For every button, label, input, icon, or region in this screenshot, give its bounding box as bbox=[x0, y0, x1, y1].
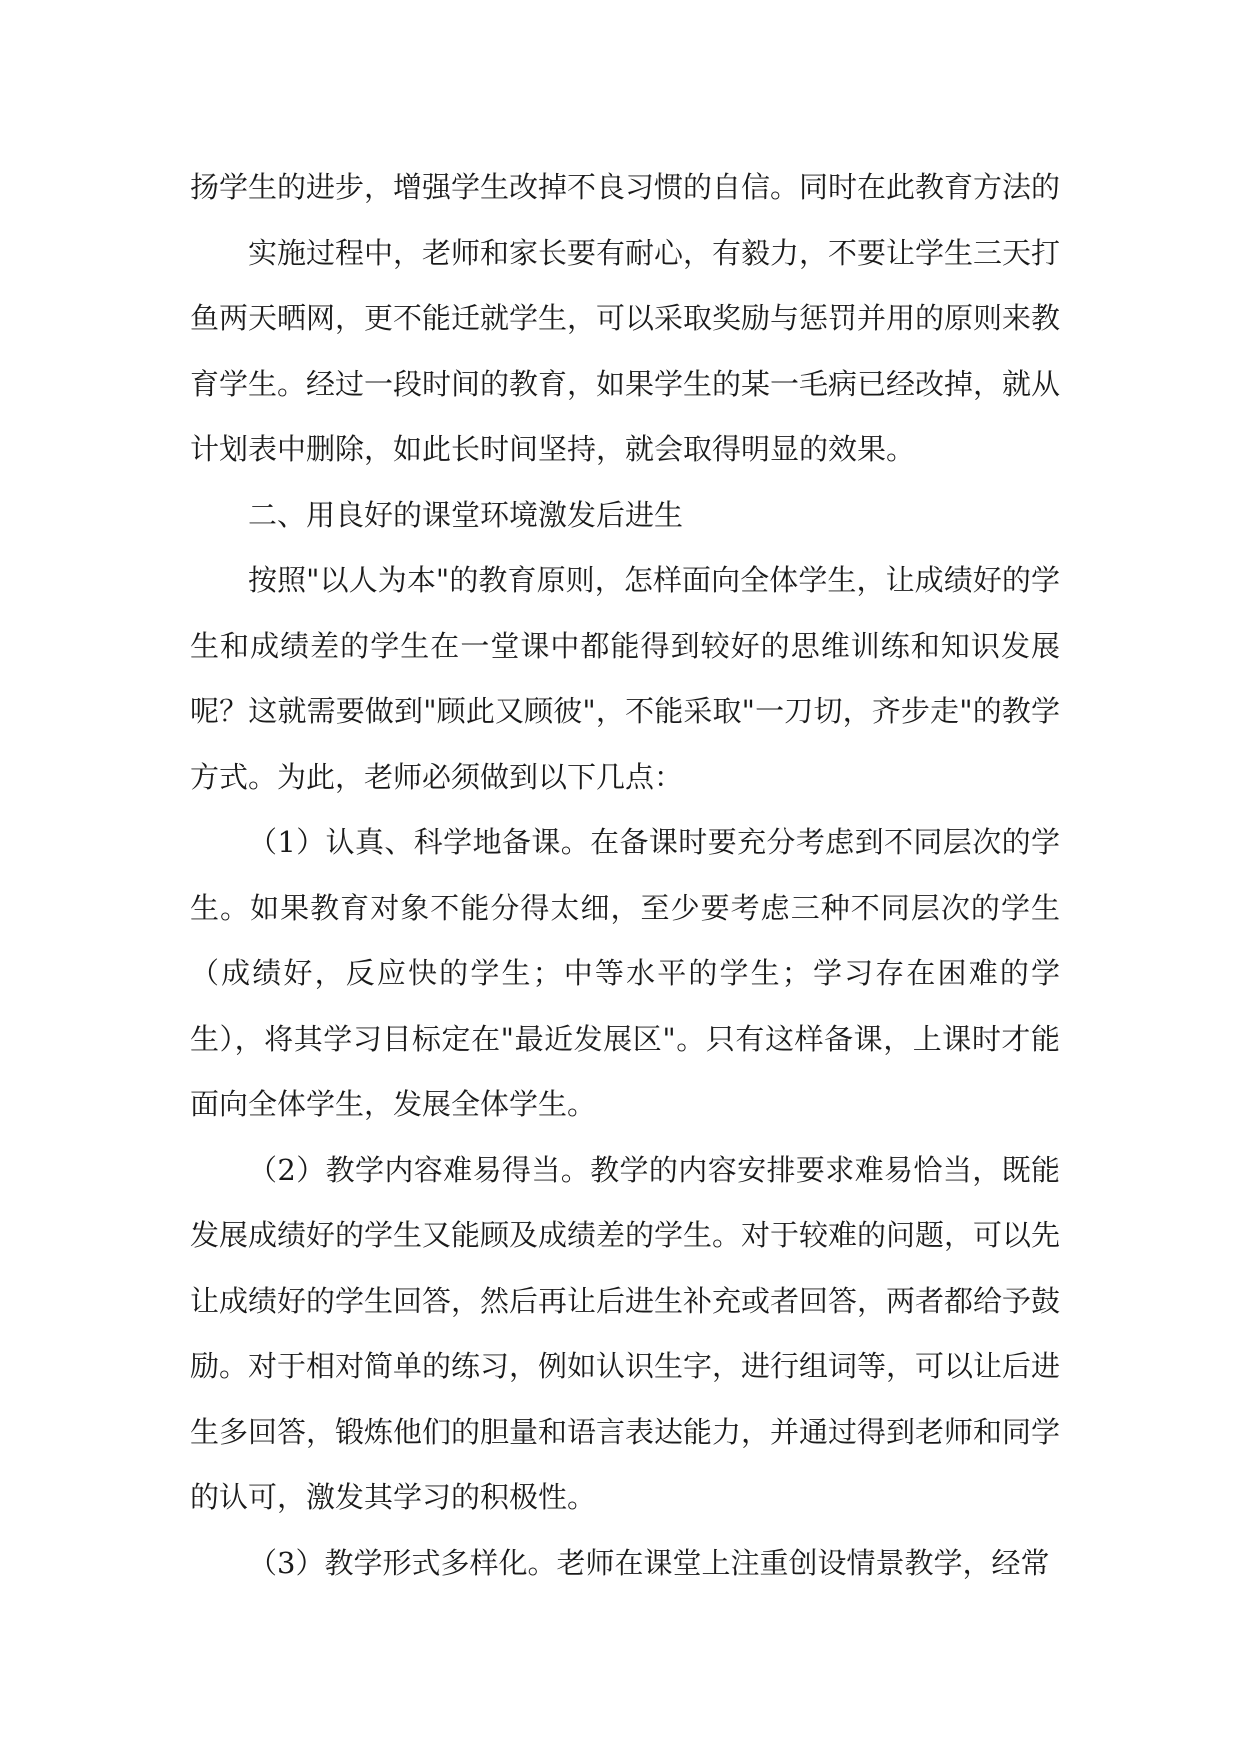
paragraph-implementation: 实施过程中，老师和家长要有耐心，有毅力，不要让学生三天打鱼两天晒网，更不能迁就学生，可以采取奖励与惩罚并用的原则来教育学生。经过一段时间的教育，如果学生的某一毛病已经改掉，就从计划表中删除，如此长时间坚持，就会取得明显的效果。 bbox=[190, 235, 1061, 466]
document-body bbox=[190, 155, 1060, 1596]
section-heading: 二、用良好的课堂环境激发后进生 bbox=[248, 497, 684, 532]
paragraph-continuation: 扬学生的进步，增强学生改掉不良习惯的自信。同时在此教育方法的 bbox=[190, 170, 1061, 204]
paragraph-principle: 按照"以人为本"的教育原则，怎样面向全体学生，让成绩好的学生和成绩差的学生在一堂课中都能得到较好的思维训练和知识发展呢？这就需要做到"顾此又顾彼"，不能采取"一刀切，齐步走"的教学方式。为此，老师必须做到以下几点： bbox=[190, 563, 1060, 794]
paragraph-point-2: （2）教学内容难易得当。教学的内容安排要求难易恰当，既能发展成绩好的学生又能顾及成绩差的学生。对于较难的问题，可以先让成绩好的学生回答，然后再让后进生补充或者回答，两者都给予鼓励。对于相对简单的练习，例如认识生字，进行组词等，可以让后进生多回答，锻炼他们的胆量和语言表达能力，并通过得到老师和同学的认可，激发其学习的积极性。 bbox=[190, 1152, 1061, 1514]
paragraph-point-3: （3）教学形式多样化。老师在课堂上注重创设情景教学，经常 bbox=[248, 1545, 1050, 1580]
paragraph-point-1: （1）认真、科学地备课。在备课时要充分考虑到不同层次的学生。如果教育对象不能分得太细，至少要考虑三种不同层次的学生（成绩好，反应快的学生；中等水平的学生；学习存在困难的学生），将其学习目标定在"最近发展区"。只有这样备课，上课时才能面向全体学生，发展全体学生。 bbox=[190, 825, 1060, 1121]
